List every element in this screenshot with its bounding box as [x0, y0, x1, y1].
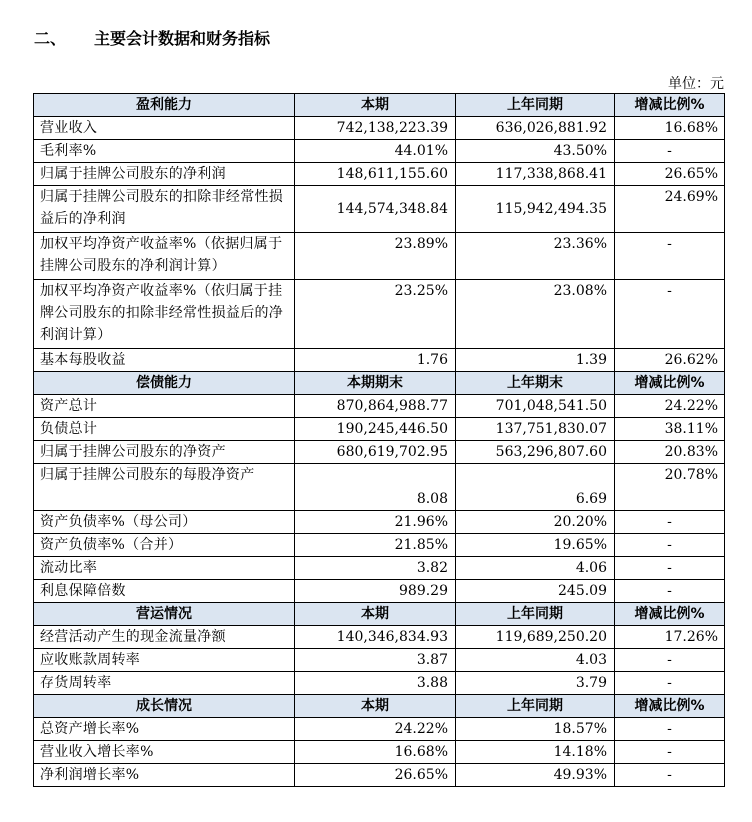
row-label: 经营活动产生的现金流量净额 [34, 626, 295, 649]
row-label: 资产负债率%（合并） [34, 534, 295, 557]
group-title: 营运情况 [34, 603, 295, 626]
change-percent: - [615, 580, 725, 603]
change-percent-header: 增减比例% [615, 603, 725, 626]
current-value: 44.01% [295, 140, 456, 163]
table-row [34, 441, 725, 464]
table-row [34, 764, 725, 787]
row-label: 加权平均净资产收益率%（依归属于挂牌公司股东的扣除非经常性损益后的净利润计算） [34, 280, 295, 349]
current-period-header: 本期期末 [295, 372, 456, 395]
current-value: 21.96% [295, 511, 456, 534]
change-percent: 17.26% [615, 626, 725, 649]
table-row [34, 395, 725, 418]
current-period-header: 本期 [295, 603, 456, 626]
change-percent: - [615, 534, 725, 557]
current-value: 989.29 [295, 580, 456, 603]
change-percent: 24.22% [615, 395, 725, 418]
change-percent: - [615, 280, 725, 349]
group-title: 偿债能力 [34, 372, 295, 395]
change-percent: 26.65% [615, 163, 725, 186]
row-label: 营业收入 [34, 117, 295, 140]
row-label: 营业收入增长率% [34, 741, 295, 764]
prior-period-header: 上年同期 [456, 603, 615, 626]
prior-value: 137,751,830.07 [456, 418, 615, 441]
current-value: 23.89% [295, 233, 456, 280]
prior-value: 701,048,541.50 [456, 395, 615, 418]
group-title: 成长情况 [34, 695, 295, 718]
current-period-header: 本期 [295, 94, 456, 117]
prior-value: 43.50% [456, 140, 615, 163]
group-header-row [34, 372, 725, 395]
group-title: 盈利能力 [34, 94, 295, 117]
group-header-row [34, 603, 725, 626]
prior-value: 23.36% [456, 233, 615, 280]
prior-value: 636,026,881.92 [456, 117, 615, 140]
table-row [34, 163, 725, 186]
prior-value: 18.57% [456, 718, 615, 741]
change-percent: 20.83% [615, 441, 725, 464]
table-row [34, 741, 725, 764]
current-value: 8.08 [295, 464, 456, 511]
change-percent: - [615, 764, 725, 787]
row-label: 净利润增长率% [34, 764, 295, 787]
table-row [34, 117, 725, 140]
change-percent: - [615, 140, 725, 163]
table-row [34, 349, 725, 372]
current-value: 3.88 [295, 672, 456, 695]
table-row [34, 186, 725, 233]
table-row [34, 534, 725, 557]
group-header-row [34, 94, 725, 117]
row-label: 归属于挂牌公司股东的净资产 [34, 441, 295, 464]
change-percent-header: 增减比例% [615, 94, 725, 117]
prior-value: 563,296,807.60 [456, 441, 615, 464]
group-header-row [34, 695, 725, 718]
prior-period-header: 上年期末 [456, 372, 615, 395]
row-label: 资产总计 [34, 395, 295, 418]
current-value: 140,346,834.93 [295, 626, 456, 649]
unit-label: 单位：元 [668, 76, 724, 92]
table-row [34, 580, 725, 603]
prior-value: 115,942,494.35 [456, 186, 615, 233]
table-row [34, 464, 725, 511]
current-value: 3.87 [295, 649, 456, 672]
change-percent: - [615, 741, 725, 764]
change-percent: - [615, 233, 725, 280]
prior-value: 3.79 [456, 672, 615, 695]
change-percent-header: 增减比例% [615, 695, 725, 718]
current-value: 742,138,223.39 [295, 117, 456, 140]
row-label: 归属于挂牌公司股东的净利润 [34, 163, 295, 186]
current-value: 16.68% [295, 741, 456, 764]
change-percent: - [615, 672, 725, 695]
row-label: 流动比率 [34, 557, 295, 580]
row-label: 归属于挂牌公司股东的每股净资产 [34, 464, 295, 511]
prior-value: 14.18% [456, 741, 615, 764]
row-label: 总资产增长率% [34, 718, 295, 741]
current-value: 144,574,348.84 [295, 186, 456, 233]
row-label: 资产负债率%（母公司） [34, 511, 295, 534]
change-percent: 26.62% [615, 349, 725, 372]
table-row [34, 418, 725, 441]
prior-value: 4.06 [456, 557, 615, 580]
row-label: 存货周转率 [34, 672, 295, 695]
current-value: 24.22% [295, 718, 456, 741]
change-percent-header: 增减比例% [615, 372, 725, 395]
table-row [34, 233, 725, 280]
current-value: 26.65% [295, 764, 456, 787]
prior-value: 6.69 [456, 464, 615, 511]
table-row [34, 557, 725, 580]
prior-value: 23.08% [456, 280, 615, 349]
prior-value: 49.93% [456, 764, 615, 787]
prior-value: 20.20% [456, 511, 615, 534]
current-value: 1.76 [295, 349, 456, 372]
table-row [34, 626, 725, 649]
row-label: 归属于挂牌公司股东的扣除非经常性损益后的净利润 [34, 186, 295, 233]
row-label: 基本每股收益 [34, 349, 295, 372]
table-row [34, 140, 725, 163]
financial-indicators-table [33, 93, 725, 787]
row-label: 应收账款周转率 [34, 649, 295, 672]
change-percent: - [615, 557, 725, 580]
change-percent: - [615, 718, 725, 741]
section-number: 二、 [34, 29, 67, 48]
table-row [34, 280, 725, 349]
change-percent: 24.69% [615, 186, 725, 233]
prior-value: 119,689,250.20 [456, 626, 615, 649]
current-value: 21.85% [295, 534, 456, 557]
section-heading [34, 26, 270, 49]
change-percent: 20.78% [615, 464, 725, 511]
prior-value: 19.65% [456, 534, 615, 557]
change-percent: - [615, 649, 725, 672]
current-value: 23.25% [295, 280, 456, 349]
prior-value: 4.03 [456, 649, 615, 672]
current-value: 680,619,702.95 [295, 441, 456, 464]
prior-value: 117,338,868.41 [456, 163, 615, 186]
table-row [34, 718, 725, 741]
current-value: 870,864,988.77 [295, 395, 456, 418]
current-value: 3.82 [295, 557, 456, 580]
change-percent: 38.11% [615, 418, 725, 441]
section-title: 主要会计数据和财务指标 [94, 29, 271, 48]
change-percent: - [615, 511, 725, 534]
row-label: 加权平均净资产收益率%（依据归属于挂牌公司股东的净利润计算） [34, 233, 295, 280]
prior-value: 1.39 [456, 349, 615, 372]
table-row [34, 672, 725, 695]
row-label: 利息保障倍数 [34, 580, 295, 603]
prior-period-header: 上年同期 [456, 695, 615, 718]
current-value: 148,611,155.60 [295, 163, 456, 186]
row-label: 负债总计 [34, 418, 295, 441]
prior-value: 245.09 [456, 580, 615, 603]
table-row [34, 649, 725, 672]
row-label: 毛利率% [34, 140, 295, 163]
current-period-header: 本期 [295, 695, 456, 718]
prior-period-header: 上年同期 [456, 94, 615, 117]
table-row [34, 511, 725, 534]
change-percent: 16.68% [615, 117, 725, 140]
current-value: 190,245,446.50 [295, 418, 456, 441]
